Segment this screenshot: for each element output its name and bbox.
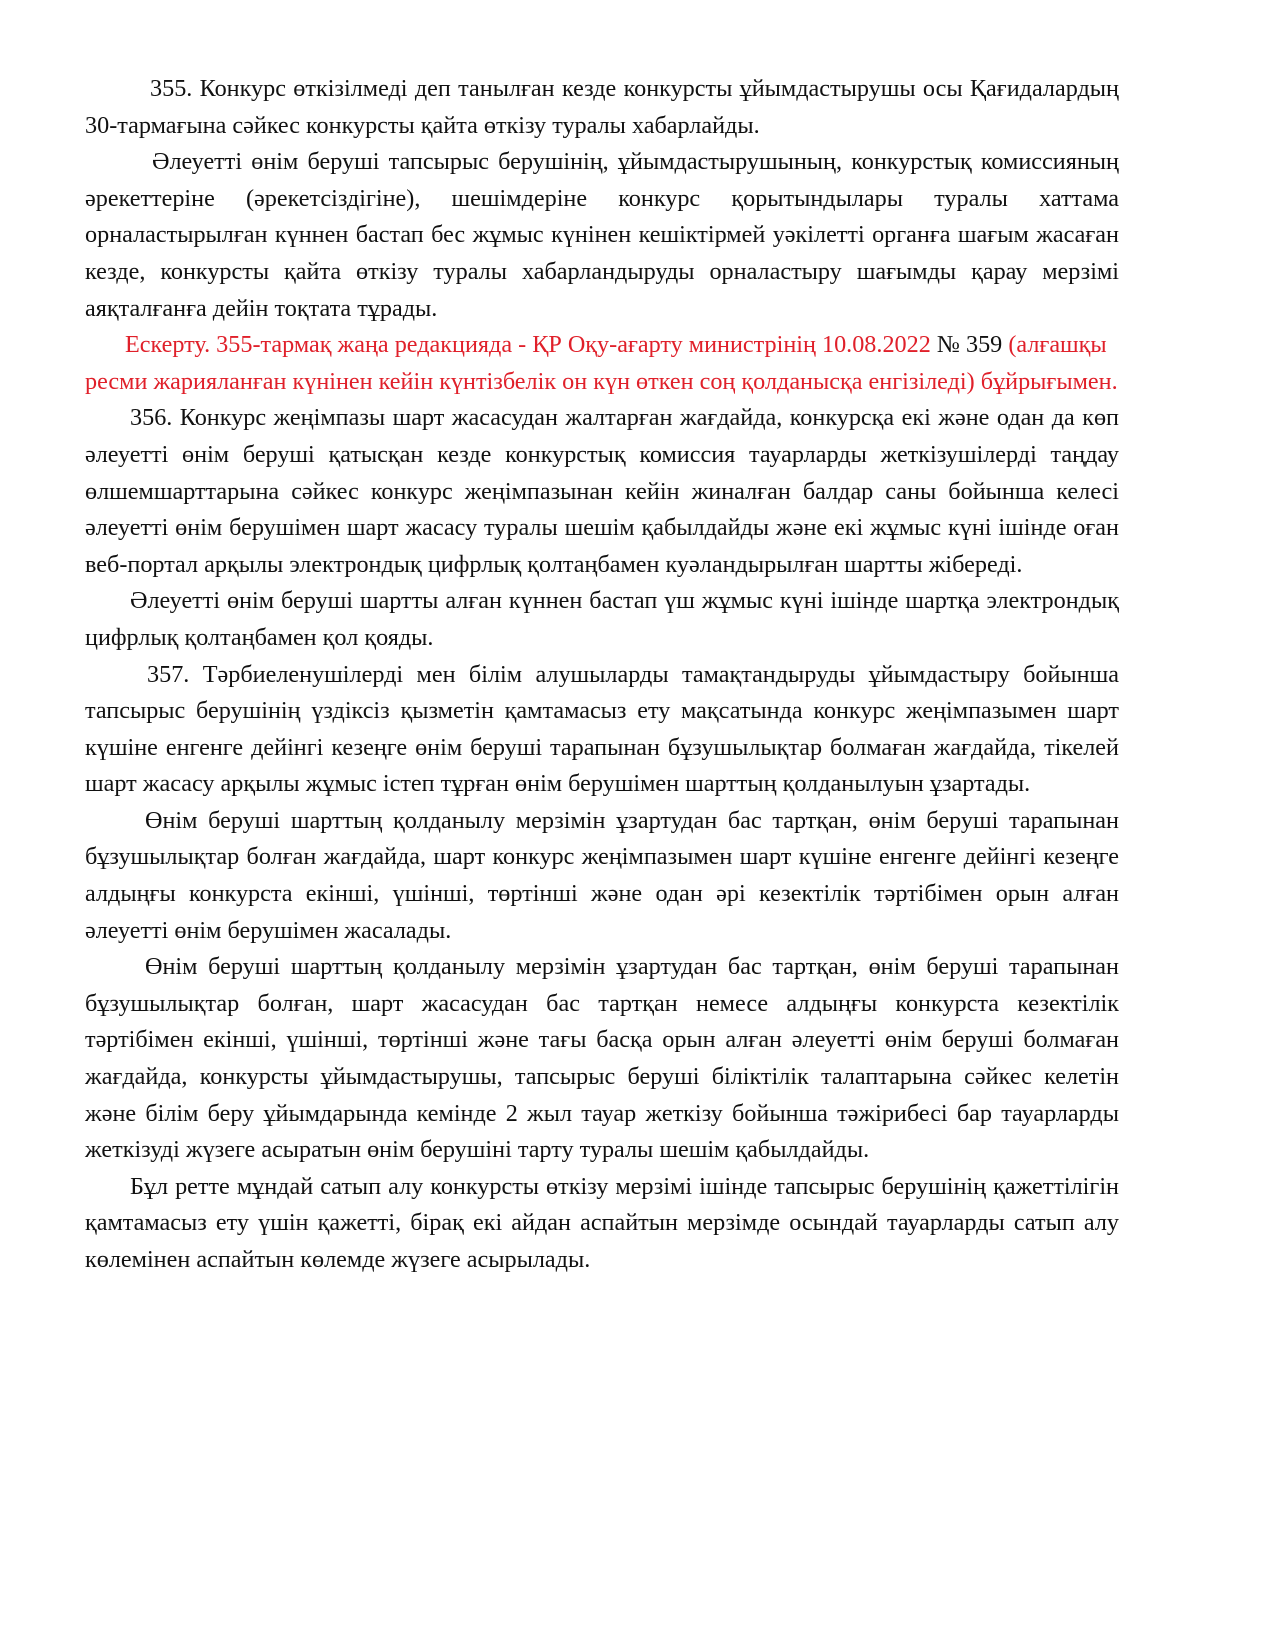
paragraph-356-signing: Әлеуетті өнім беруші шартты алған күннен бастап үш жұмыс күні ішінде шартқа электрондық цифрлық қолтаңбамен қол қояды. bbox=[85, 587, 1119, 651]
paragraph-355-complaint: Әлеуетті өнім беруші тапсырыс берушінің, ұйымдастырушының, конкурстық комиссияның әрекеттеріне (әрекетсіздігіне), шешімдеріне конкурс қорытындылары туралы хаттама орналастырылған күннен бастап бес жұмыс күнінен кешіктірмей уәкілетті органға шағым жасаған кезде, конкурсты қайта өткізу туралы хабарландыруды орналастыру шағымды қарау мерзімі аяқталғанға дейін тоқтата тұрады. bbox=[85, 148, 1119, 322]
amendment-note bbox=[85, 327, 1119, 400]
paragraph-357: 357. Тәрбиеленушілерді мен білім алушыларды тамақтандыруды ұйымдастыру бойынша тапсырыс берушінің үздіксіз қызметін қамтамасыз ету мақсатында конкурс жеңімпазымен шарт күшіне енгенге дейінгі кезеңге өнім беруші тарапынан бұзушылықтар болмаған жағдайда, тікелей шарт жасасу арқылы жұмыс істеп тұрған өнім берушімен шарттың қолданылуын ұзартады. bbox=[85, 660, 1119, 798]
order-number: № 359 bbox=[936, 331, 1003, 359]
paragraph-357-no-supplier: Өнім беруші шарттың қолданылу мерзімін ұзартудан бас тартқан, өнім беруші тарапынан бұзушылықтар болған, шарт жасасудан бас тартқан немесе алдыңғы конкурста кезектілік тәртібімен екінші, үшінші, төртінші және тағы басқа орын алған әлеуетті өнім беруші болмаған жағдайда, конкурсты ұйымдастырушы, тапсырыс беруші біліктілік талаптарына сәйкес келетін және білім беру ұйымдарында кемінде 2 жыл тауар жеткізу бойынша тәжірибесі бар тауарларды жеткізуді жүзеге асыратын өнім берушіні тарту туралы шешім қабылдайды. bbox=[85, 953, 1119, 1164]
note-text: Ескерту. 355-тармақ жаңа редакцияда - ҚР Оқу-ағарту министрінің 10.08.2022 bbox=[125, 331, 931, 359]
document-page bbox=[85, 71, 1119, 1279]
paragraph-357-volume: Бұл ретте мұндай сатып алу конкурсты өткізу мерзімі ішінде тапсырыс берушінің қажеттілігін қамтамасыз ету үшін қажетті, бірақ екі айдан аспайтын мерзімде осындай тауарларды сатып алу көлемінен аспайтын көлемде жүзеге асырылады. bbox=[85, 1172, 1119, 1273]
paragraph-357-refusal: Өнім беруші шарттың қолданылу мерзімін ұзартудан бас тартқан, өнім беруші тарапынан бұзушылықтар болған жағдайда, шарт конкурс жеңімпазымен шарт күшіне енгенге дейінгі кезеңге алдыңғы конкурста екінші, үшінші, төртінші және одан әрі кезектілік тәртібімен орын алған әлеуетті өнім берушімен жасалады. bbox=[85, 806, 1119, 944]
paragraph-356: 356. Конкурс жеңімпазы шарт жасасудан жалтарған жағдайда, конкурсқа екі және одан да көп әлеуетті өнім беруші қатысқан кезде конкурстық комиссия тауарларды жеткізушілерді таңдау өлшемшарттарына сәйкес конкурс жеңімпазынан кейін жиналған балдар саны бойынша келесі әлеуетті өнім берушімен шарт жасасу туралы шешім қабылдайды және екі жұмыс күні ішінде оған веб-портал арқылы электрондық цифрлық қолтаңбамен куәландырылған шартты жібереді. bbox=[85, 404, 1119, 578]
paragraph-355: 355. Конкурс өткізілмеді деп танылған кезде конкурсты ұйымдастырушы осы Қағидалардың 30-тармағына сәйкес конкурсты қайта өткізу туралы хабарлайды. bbox=[85, 75, 1119, 139]
note-text-continued: (алғашқы ресми жарияланған күнінен кейін күнтізбелік он күн өткен соң қолданысқа енгізіледі) бұйрығымен. bbox=[85, 331, 1118, 395]
